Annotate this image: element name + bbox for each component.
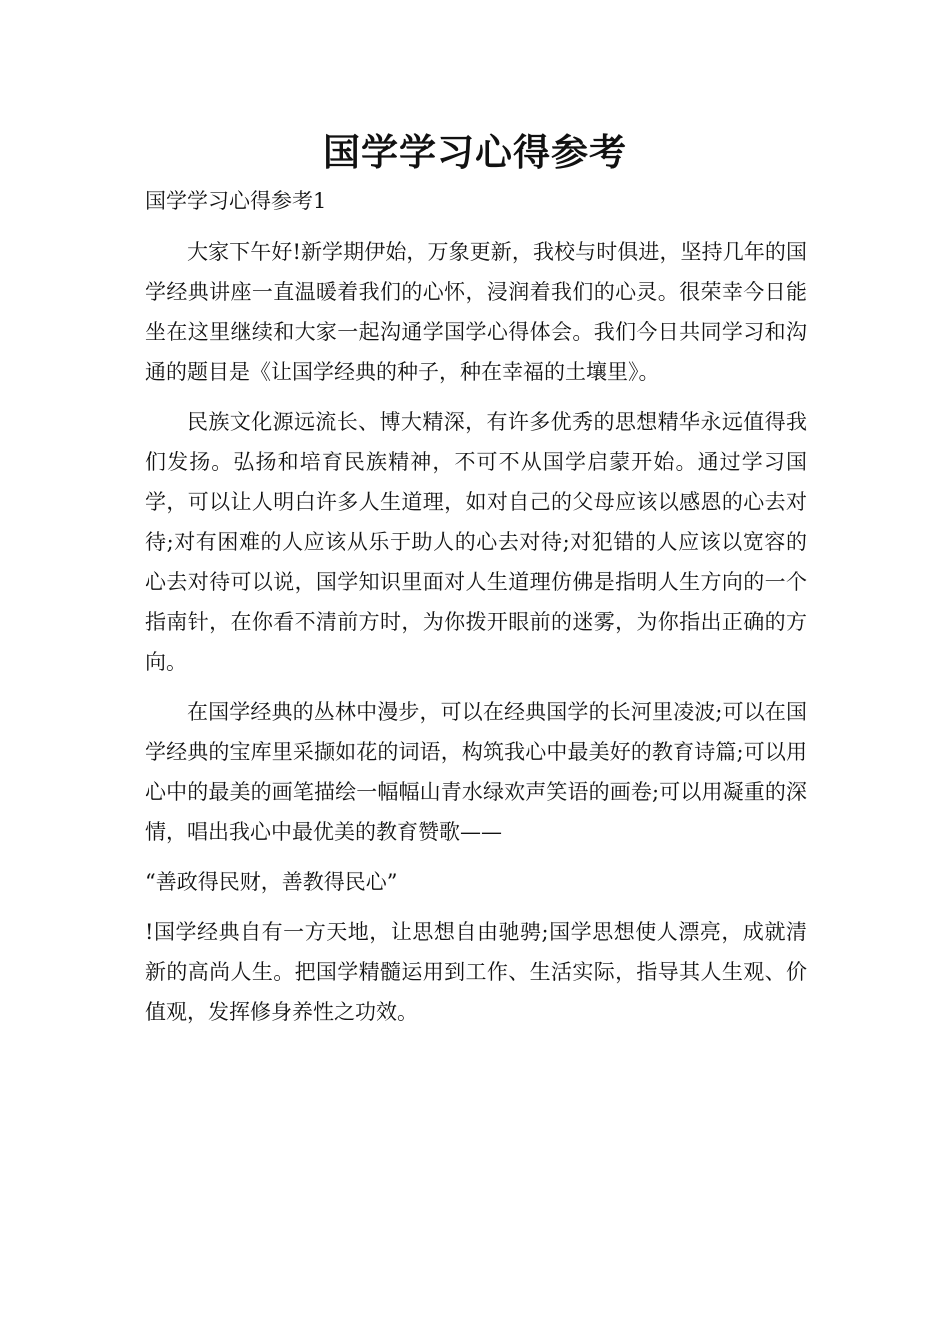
document-title: 国学学习心得参考 (323, 130, 627, 174)
paragraph-1: 大家下午好!新学期伊始，万象更新，我校与时俱进，坚持几年的国学经典讲座一直温暖着我们的心怀，浸润着我们的心灵。很荣幸今日能坐在这里继续和大家一起沟通学国学心得体会。我们今日共同学习和沟通的题目是《让国学经典的种子，种在幸福的土壤里》。 (145, 240, 807, 384)
paragraph-2: 民族文化源远流长、博大精深，有许多优秀的思想精华永远值得我们发扬。弘扬和培育民族精神，不可不从国学启蒙开始。通过学习国学，可以让人明白许多人生道理，如对自己的父母应该以感恩的心去对待;对有困难的人应该从乐于助人的心去对待;对犯错的人应该以宽容的心去对待可以说，国学知识里面对人生道理仿佛是指明人生方向的一个指南针，在你看不清前方时，为你拨开眼前的迷雾，为你指出正确的方向。 (145, 410, 807, 674)
paragraph-3: 在国学经典的丛林中漫步，可以在经典国学的长河里凌波;可以在国学经典的宝库里采撷如花的词语，构筑我心中最美好的教育诗篇;可以用心中的最美的画笔描绘一幅幅山青水绿欢声笑语的画卷;可以用凝重的深情，唱出我心中最优美的教育赞歌—— (145, 700, 807, 844)
paragraph-4: !国学经典自有一方天地，让思想自由驰骋;国学思想使人漂亮，成就清新的高尚人生。把国学精髓运用到工作、生活实际，指导其人生观、价值观，发挥修身养性之功效。 (145, 920, 807, 1024)
quote-line: “善政得民财，善教得民心” (145, 870, 398, 894)
section-heading: 国学学习心得参考1 (145, 189, 327, 213)
document-body (145, 232, 807, 1042)
